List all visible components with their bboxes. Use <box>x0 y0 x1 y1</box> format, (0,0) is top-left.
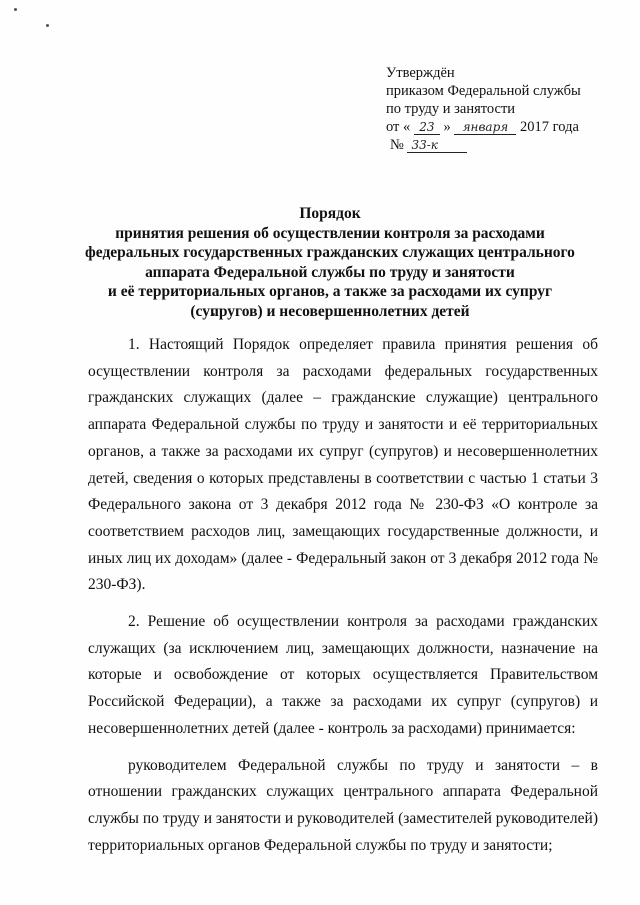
paragraph-2: 2. Решение об осуществлении контроля за расходами гражданских служащих (за исключением лиц, замещающих должности, назначение на которые и освобождение от которых осуществляется Правительством Российской Федерации), а также за расходами их супруг (супругов) и несовершеннолетних детей (далее - контроль за расходами) принимается: <box>88 613 598 737</box>
date-day-handwritten: 23 <box>414 120 440 135</box>
title-line-2: федеральных государственных гражданских служащих центрального <box>85 244 575 261</box>
approval-line-3: по труду и занятости <box>386 101 516 117</box>
document-body <box>88 332 598 859</box>
approval-line-1: Утверждён <box>386 65 455 81</box>
scan-speck <box>46 24 49 27</box>
date-prefix: от « <box>386 119 411 135</box>
paragraph-3: руководителем Федеральной службы по труду и занятости – в отношении гражданских служащих центрального аппарата Федеральной службы по труду и занятости и руководителей (заместителей руководителей) территориальных органов Федеральной службы по труду и занятости; <box>88 756 598 854</box>
number-prefix: № <box>390 137 404 153</box>
approval-number <box>386 136 616 154</box>
date-month-handwritten: января <box>454 120 516 135</box>
number-handwritten: 33-к <box>407 138 467 153</box>
paragraph-1: 1. Настоящий Порядок определяет правила принятия решения об осуществлении контроля за расходами федеральных государственных гражданских служащих (далее – гражданские служащие) центрального аппарата Федеральной службы по труду и занятости и её территориальных органов, а также за расходами их супруг (супругов) и несовершеннолетних детей, сведения о которых представлены в соответствии с частью 1 статьи 3 Федерального закона от 3 декабря 2012 года № 230-ФЗ «О контроле за соответствием расходов лиц, замещающих государственные должности, и иных лиц их доходам» (далее - Федеральный закон от 3 декабря 2012 года № 230-ФЗ). <box>88 336 598 594</box>
approval-block <box>386 64 616 154</box>
title-line-5: (супругов) и несовершеннолетних детей <box>190 302 470 320</box>
scan-speck <box>14 8 17 11</box>
date-year: 2017 года <box>520 119 579 135</box>
date-mid: » <box>443 119 451 135</box>
title-heading: Порядок <box>299 205 361 222</box>
document-title <box>60 204 600 321</box>
approval-line-2: приказом Федеральной службы <box>386 83 581 99</box>
title-line-4: и её территориальных органов, а также за расходами их супруг <box>107 283 553 300</box>
title-line-3: аппарата Федеральной службы по труду и занятости <box>145 263 515 281</box>
approval-date <box>386 118 616 136</box>
title-line-1: принятия решения об осуществлении контроля за расходами <box>115 224 545 242</box>
